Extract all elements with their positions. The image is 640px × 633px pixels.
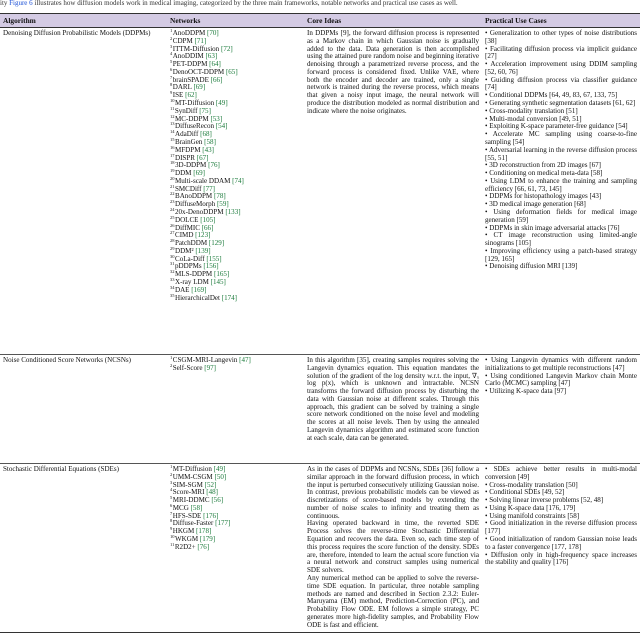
network-name: Self-Score [172, 363, 205, 372]
use-case-item: • Cross-modality translation [51] [485, 106, 578, 115]
network-name: MT-Diffusion [172, 465, 214, 473]
network-index: 1 [170, 355, 173, 360]
network-name: MLS-DDPM [175, 270, 214, 279]
citation-link[interactable]: [47] [239, 356, 251, 364]
use-case-item: • Exploiting K-space parameter-free guidance [54] [485, 122, 628, 131]
network-name: MCG [172, 503, 191, 512]
network-name: AnoDDIM [172, 52, 206, 61]
network-index: 4 [170, 51, 173, 57]
citation-link[interactable]: [63] [205, 52, 218, 61]
citation-link[interactable]: [123] [195, 231, 211, 240]
citation-link[interactable]: [64] [209, 60, 221, 69]
network-index: 28 [170, 238, 175, 244]
network-index: 5 [170, 495, 173, 501]
header-use-cases: Practical Use Cases [482, 14, 640, 28]
use-case-item: • DDPMs in skin image adversarial attacks [76] [485, 223, 620, 232]
figure-link[interactable]: Figure 6 [9, 0, 33, 7]
header-networks: Networks [167, 14, 304, 28]
use-case-item: • Generalization to other types of noise distributions [38] [485, 29, 637, 45]
use-case-item: • Conditioning on medical meta-data [58] [485, 169, 603, 178]
use-case-item: • Good initialization of random Gaussian noise leads to a faster convergence [177, 178] [485, 535, 637, 551]
citation-link[interactable]: [69] [193, 169, 205, 178]
use-case-item: • 3D reconstruction from 2D images [67] [485, 161, 601, 170]
network-index: 5 [170, 59, 173, 65]
citation-link[interactable]: [54] [215, 122, 228, 131]
network-index: 27 [170, 230, 175, 236]
network-index: 22 [170, 191, 175, 197]
core-idea-cell [304, 355, 482, 464]
network-index: 9 [170, 90, 173, 96]
use-case-item: • Using LDM to enhance the training and sampling efficiency [66, 61, 73, 145] [485, 176, 637, 193]
use-case-item: • Conditional SDEs [49, 52] [485, 488, 565, 497]
network-index: 18 [170, 160, 175, 166]
network-index: 10 [170, 98, 175, 104]
citation-link[interactable]: [65] [225, 67, 238, 76]
citation-link[interactable]: [70] [207, 29, 219, 37]
networks-cell [167, 28, 304, 355]
network-index: 15 [170, 136, 175, 142]
network-name: HFS-SDE [172, 511, 204, 520]
network-name: CIMD [175, 231, 196, 240]
use-cases-cell [482, 464, 640, 633]
citation-link[interactable]: [53] [210, 114, 223, 123]
network-name: BAnoDDPM [175, 192, 214, 201]
network-index: 35 [170, 292, 175, 298]
network-name: pDDPMs [175, 262, 204, 271]
network-name: DiffMIC [175, 223, 202, 232]
citation-link[interactable]: [139] [195, 246, 211, 255]
network-index: 1 [170, 464, 173, 469]
core-idea-paragraph: In DDPMs [9], the forward diffusion process is represented as a Markov chain in which Gaussian noise is gradually added to the data. Data generation is then accomplished using the attained pure random noise and beginning iterative denoising through a parametrized reverse process, and the forward process is considered fixed. Unlike VAE, where both the encoder and decoder are trained, only a single network is trained during the reverse process, which means that given a noisy input image, the neural network will produce the distribution modeled as normal distribution and indicate where the noise originates. [307, 29, 479, 115]
network-index: 21 [170, 183, 175, 189]
citation-link[interactable]: [62] [185, 91, 197, 100]
network-index: 3 [170, 43, 173, 49]
table-row [0, 355, 640, 464]
citation-link[interactable]: [78] [213, 192, 226, 201]
citation-link[interactable]: [169] [191, 285, 207, 294]
citation-link[interactable]: [179] [199, 535, 216, 544]
citation-link[interactable]: [66] [210, 75, 223, 84]
citation-link[interactable]: [75] [199, 106, 211, 115]
table-row [0, 28, 640, 355]
network-name: MC-DDPM [175, 114, 211, 123]
citation-link[interactable]: [52] [204, 480, 217, 489]
network-name: CSGM-MRI-Langevin [172, 356, 240, 364]
network-name: DDM² [175, 246, 196, 255]
core-idea-paragraph: As in the cases of DDPMs and NCSNs, SDEs [36] follow a similar approach in the forward diffusion process, in which the input is perturbed consecutively utilizing Gaussian noise. In contrast, previous probabilistic models can be viewed as discretizations of score-based models by extending the number of noise scales to infinity and treating them as continuous. [307, 465, 479, 520]
network-entry [170, 362, 301, 373]
networks-cell [167, 355, 304, 464]
citation-link[interactable]: [178] [196, 527, 212, 536]
citation-link[interactable]: [69] [193, 83, 206, 92]
network-index: 9 [170, 526, 173, 532]
citation-link[interactable]: [156] [203, 262, 219, 271]
table-header-row [0, 14, 640, 28]
algorithm-cell: Denoising Diffusion Probabilistic Models (DDPMs) [0, 28, 167, 355]
network-index: 29 [170, 245, 175, 251]
network-index: 26 [170, 222, 175, 228]
citation-link[interactable]: [49] [213, 465, 226, 473]
use-case-item: • Using Langevin dynamics with different random initializations to get multiple reconstructions [47] [485, 356, 637, 372]
network-index: 7 [170, 510, 173, 516]
use-case-item: • DDPMs for histopathology images [43] [485, 192, 602, 201]
network-name: 3D-DDPM [175, 161, 209, 170]
citation-link[interactable]: [155] [206, 254, 222, 263]
use-case-item: • Facilitating diffusion process via implicit guidance [27] [485, 44, 637, 61]
use-case-item: • Utilizing K-space data [97] [485, 387, 567, 396]
use-case-item: • Acceleration improvement using DDIM sampling [52, 60, 76] [485, 60, 637, 76]
network-name: DiffuseRecon [175, 122, 216, 131]
network-name: SIM-SGM [172, 480, 205, 489]
network-index: 34 [170, 284, 175, 290]
citation-link[interactable]: [48] [206, 488, 218, 497]
diffusion-models-table [0, 13, 640, 633]
network-name: DOLCE [175, 215, 201, 224]
core-idea-cell [304, 28, 482, 355]
network-name: ISE [172, 91, 186, 100]
network-name: PET-DDPM [172, 60, 210, 69]
use-case-item: • Improving efficiency using a patch-based strategy [129, 165] [485, 246, 637, 263]
network-name: DARL [172, 83, 194, 92]
network-name: 20x-DenoDDPM [175, 207, 226, 216]
citation-link[interactable]: [133] [225, 207, 241, 216]
citation-link[interactable]: [174] [221, 293, 238, 302]
network-index: 2 [170, 35, 173, 41]
network-name: CoLa-Diff [175, 254, 207, 263]
network-index: 16 [170, 144, 175, 150]
use-case-item: • Denoising diffusion MRI [139] [485, 262, 578, 271]
header-core-ideas: Core Ideas [304, 14, 482, 28]
use-case-item: • Accelerate MC sampling using coarse-to-fine sampling [54] [485, 130, 637, 146]
network-name: MRI-DDMC [172, 496, 212, 505]
use-case-item: • Adversarial learning in the reverse diffusion process [55, 51] [485, 145, 637, 162]
network-name: CDPM [172, 36, 195, 45]
core-idea-paragraph: Any numerical method can be applied to solve the reverse-time SDE equation. In particular, three notable sampling methods are named and described in Section 2.3.2: Euler-Maruyama (EM) method, Prediction-Correction (PC), and Probability Flow ODE. EM follows a simple strategy, PC generates more high-fidelity samples, and Probability Flow ODE is fast and efficient. [307, 573, 479, 629]
network-name: brainSPADE [172, 75, 211, 84]
network-index: 6 [170, 66, 173, 72]
network-index: 30 [170, 253, 175, 259]
network-name: DISPR [175, 153, 197, 162]
use-case-item: • Cross-modality translation [50] [485, 480, 578, 489]
network-name: DiffuseMorph [175, 200, 217, 209]
citation-link[interactable]: [71] [194, 36, 207, 45]
network-name: UMM-CSGM [172, 472, 215, 481]
network-index: 12 [170, 113, 175, 119]
network-name: Diffuse-Faster [172, 519, 216, 528]
table-row [0, 464, 640, 633]
citation-link[interactable]: [49] [215, 99, 228, 108]
citation-link[interactable]: [97] [204, 363, 217, 372]
use-case-item: • Using conditioned Langevin Markov chain Monte Carlo (MCMC) sampling [47] [485, 371, 637, 388]
core-idea-paragraph: In this algorithm [35], creating samples requires solving the Langevin dynamics equation. This equation mandates the solution of the gradient of the log density w.r.t. the input, ∇ₓ log p(x), which is unknown and intractable. NCSN transforms the forward diffusion process by disturbing the data with Gaussian noise at different scales. Through this approach, this gradient can be solved by training a single score network conditioned on the noise level and modeling the scores at all noise levels. Then by using the annealed Langevin dynamics algorithm and estimated score function at each scale, data can be generated. [307, 356, 479, 442]
citation-link[interactable]: [129] [208, 239, 225, 248]
network-name: MT-Diffusion [175, 99, 216, 108]
citation-link[interactable]: [59] [216, 200, 229, 209]
network-index: 2 [170, 362, 173, 368]
network-name: HKGM [172, 527, 197, 536]
core-idea-paragraph: Having operated backward in time, the reverted SDE Process solves the reverse-time Stochastic Differential Equation and recovers the data. Even so, each time step of this process requires the score function of the density. SDEs are, therefore, intended to learn the actual score function via a neural network and construct samples using numerical SDE solvers. [307, 519, 479, 575]
use-case-item: • Using manifold constraints [58] [485, 511, 580, 520]
network-index: 31 [170, 261, 175, 267]
use-case-item: • Guiding diffusion process via classifier guidance [74] [485, 75, 637, 92]
citation-link[interactable]: [145] [210, 278, 226, 286]
citation-link[interactable]: [43] [202, 145, 214, 154]
network-name: DDM [175, 169, 194, 178]
network-index: 33 [170, 277, 175, 282]
algorithm-cell: Stochastic Differential Equations (SDEs) [0, 464, 167, 633]
networks-cell [167, 464, 304, 633]
network-index: 13 [170, 121, 175, 127]
use-case-item: • Good initialization in the reverse diffusion process [177] [485, 519, 637, 536]
use-case-item: • Using K-space data [176, 179] [485, 503, 576, 512]
use-case-item: • Multi-modal conversion [49, 51] [485, 114, 582, 123]
use-case-item: • 3D medical image generation [68] [485, 200, 586, 209]
network-name: PatchDDM [175, 239, 209, 248]
use-case-item: • Using deformation fields for medical image generation [59] [485, 207, 637, 224]
network-index: 32 [170, 269, 175, 275]
citation-link[interactable]: [68] [200, 130, 212, 139]
network-index: 8 [170, 518, 173, 524]
network-name: SynDiff [174, 106, 200, 115]
citation-link[interactable]: [177] [215, 519, 231, 528]
network-name: R2D2+ [174, 542, 198, 551]
use-case-item: • CT image reconstruction using limited-angle sinograms [105] [485, 231, 637, 248]
citation-link[interactable]: [165] [213, 270, 230, 279]
network-index: 2 [170, 471, 173, 477]
algorithm-cell: Noise Conditioned Score Networks (NCSNs) [0, 355, 167, 464]
network-index: 3 [170, 479, 173, 485]
network-index: 25 [170, 214, 175, 220]
citation-link[interactable]: [176] [203, 511, 219, 520]
network-index: 8 [170, 82, 173, 88]
core-idea-cell [304, 464, 482, 633]
network-index: 14 [170, 129, 175, 135]
network-name: MFDPM [175, 145, 203, 154]
network-name: Multi-scale DDAM [175, 176, 233, 185]
network-name: AdaDiff [175, 130, 201, 139]
use-case-item: • Solving linear inverse problems [52, 48] [485, 496, 604, 505]
network-index: 24 [170, 206, 175, 212]
use-case-item: • Conditional DDPMs [64, 49, 83, 67, 133, 75] [485, 91, 618, 100]
use-cases-cell [482, 28, 640, 355]
citation-link[interactable]: [105] [200, 215, 216, 224]
network-name: ITTM-Diffusion [172, 44, 221, 53]
use-case-item: • SDEs achieve better results in multi-modal conversion [49] [485, 465, 637, 481]
network-name: HierarchicalDet [175, 293, 222, 302]
network-name: X-ray LDM [175, 278, 211, 286]
network-index: 23 [170, 199, 175, 205]
use-cases-cell [482, 355, 640, 464]
network-index: 6 [170, 502, 173, 508]
network-index: 10 [170, 534, 175, 540]
citation-link[interactable]: [67] [196, 153, 209, 162]
network-index: 17 [170, 152, 175, 158]
network-entry [170, 292, 301, 303]
network-name: DAE [175, 285, 192, 294]
citation-link[interactable]: [76] [208, 161, 220, 170]
citation-link[interactable]: [50] [214, 472, 227, 481]
network-index: 11 [170, 105, 175, 111]
network-index: 11 [170, 541, 175, 547]
network-index: 1 [170, 28, 173, 33]
citation-link[interactable]: [66] [201, 223, 214, 232]
network-name: AnoDDPM [172, 29, 208, 37]
network-index: 19 [170, 168, 175, 174]
network-index: 4 [170, 487, 173, 493]
citation-link[interactable]: [77] [203, 184, 216, 193]
previous-text-fragment: ity Figure 6 illustrates how diffusion models work in medical imaging, categorized by the three main frameworks, notable networks and practical use cases as well. [0, 0, 458, 7]
citation-link[interactable]: [58] [204, 137, 216, 146]
network-name: Score-MRI [172, 488, 207, 497]
use-case-item: • Generating synthetic segmentation datasets [61, 62] [485, 99, 636, 108]
citation-link[interactable]: [58] [190, 503, 203, 512]
network-name: WKGM [175, 535, 200, 544]
citation-link[interactable]: [76] [197, 542, 210, 551]
network-name: DenoOCT-DDPM [172, 67, 226, 76]
header-algorithm: Algorithm [0, 14, 167, 28]
citation-link[interactable]: [56] [211, 496, 224, 505]
network-name: BrainGen [175, 137, 205, 146]
citation-link[interactable]: [72] [220, 44, 233, 53]
network-index: 20 [170, 175, 175, 181]
network-name: SMCDiff [175, 184, 204, 193]
network-index: 7 [170, 74, 173, 80]
citation-link[interactable]: [74] [232, 176, 244, 185]
use-case-item: • Diffusion only in high-frequency space increases the stability and quality [176] [485, 550, 637, 567]
network-entry [170, 541, 301, 552]
